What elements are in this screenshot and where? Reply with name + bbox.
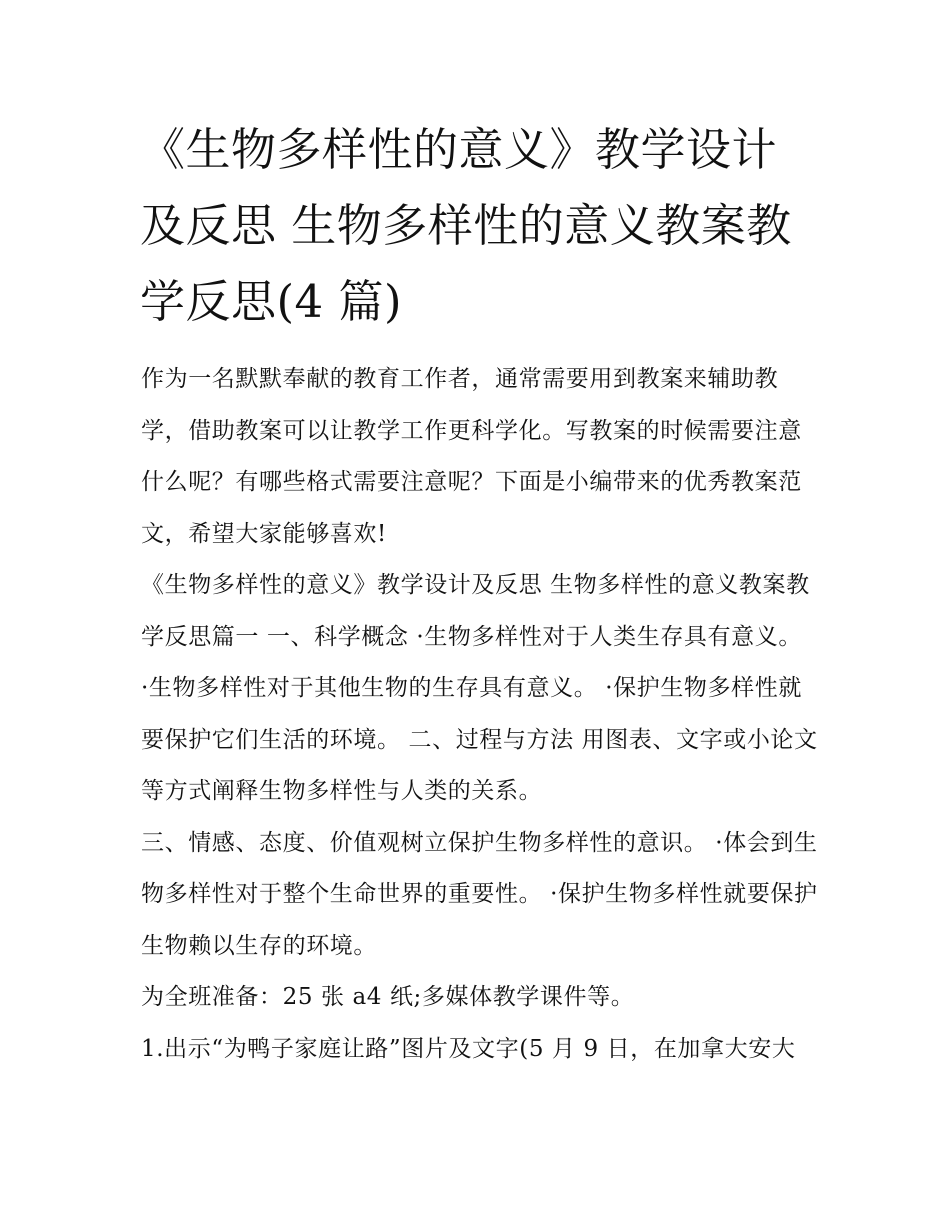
activity-paragraph: 1.出示“为鸭子家庭让路”图片及文字(5 月 9 日，在加拿大安大 [141, 1035, 796, 1062]
attitude-paragraph: 三、情感、态度、价值观树立保护生物多样性的意识。 ·体会到生物多样性对于整个生命世界的重要性。 ·保护生物多样性就要保护生物赖以生存的环境。 [141, 829, 818, 959]
preparation-paragraph: 为全班准备：25 张 a4 纸;多媒体教学课件等。 [141, 984, 635, 1010]
document-title: 《生物多样性的意义》教学设计及反思 生物多样性的意义教案教学反思(4 篇) [140, 123, 792, 328]
document-body [141, 354, 821, 1075]
intro-paragraph: 作为一名默默奉献的教育工作者，通常需要用到教案来辅助教学，借助教案可以让教学工作更科学化。写教案的时候需要注意什么呢？有哪些格式需要注意呢？下面是小编带来的优秀教案范文，希望大家能够喜欢! [141, 366, 802, 547]
concept-paragraph: ·生物多样性对于其他生物的生存具有意义。 ·保护生物多样性就要保护它们生活的环境。 二、过程与方法 用图表、文字或小论文等方式阐释生物多样性与人类的关系。 [141, 675, 818, 804]
section-heading-paragraph: 《生物多样性的意义》教学设计及反思 生物多样性的意义教案教学反思篇一 一、科学概念 ·生物多样性对于人类生存具有意义。 [141, 572, 810, 650]
